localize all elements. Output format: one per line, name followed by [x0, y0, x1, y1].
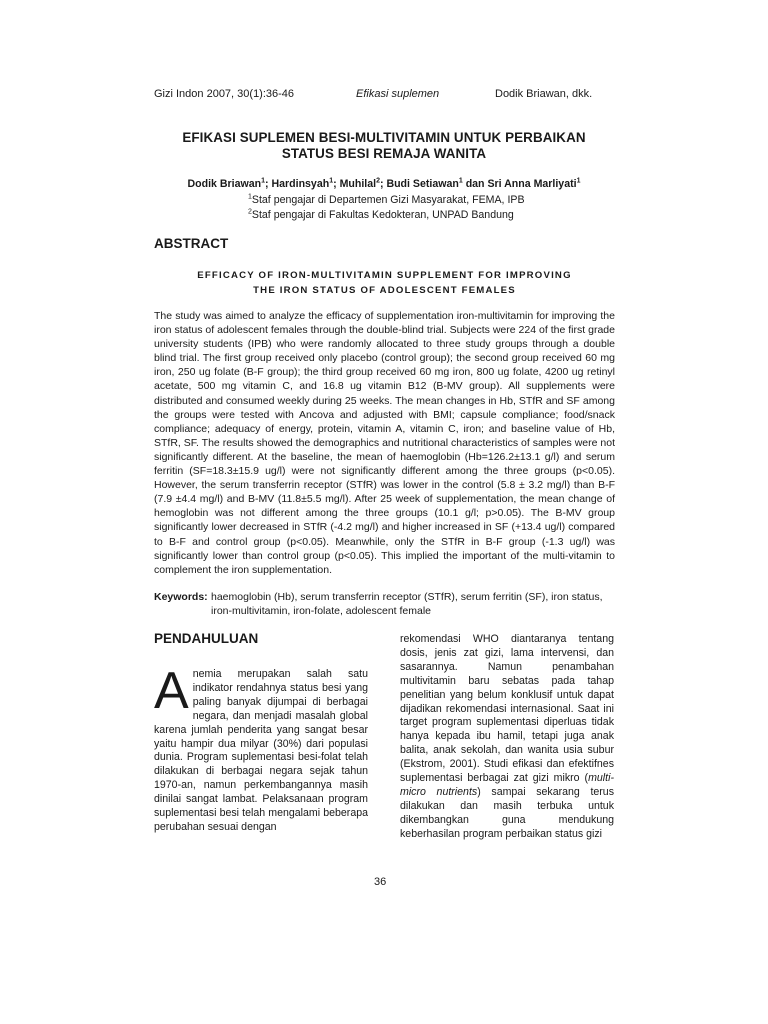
keywords	[154, 590, 615, 618]
right-column-text-b: ) sampai sekarang terus dilakukan dan masih terbuka untuk dikembangkan guna mendukung keberhasilan program perbaikan status gizi	[400, 785, 614, 840]
english-title-line-2: THE IRON STATUS OF ADOLESCENT FEMALES	[253, 285, 516, 296]
keywords-label: Keywords:	[154, 591, 208, 603]
affiliation-1-text: Staf pengajar di Departemen Gizi Masyarakat, FEMA, IPB	[251, 194, 525, 206]
english-title	[154, 268, 615, 298]
author-4-affil: 1	[458, 177, 463, 185]
abstract-body: The study was aimed to analyze the efficacy of supplementation iron-multivitamin for improving the iron status of adolescent females through the double-blind trial. Subjects were 224 of the first grade university students (IPB) who were randomly allocated to three study groups through a double blind trial. The first group received only placebo (control group); the second group received 60 mg iron, 250 ug folate (B-F group); the third group received 60 mg iron, 800 ug folate, 4200 ug retinyl acetate, 500 mg vitamin C, and 16.8 ug vitamin B12 (B-MV group). All supplements were distributed and consumed weekly during 25 weeks. The mean changes in Hb, STfR and SF among the groups were tested with Ancova and adjusted with BMI; capsule compliance; food/snack compliance; adequacy of energy, protein, vitamin A, vitamin C, iron; and baseline value of Hb, STfR, SF. The results showed the demographics and nutritional characteristics of samples were not significantly different. At the baseline, the mean of haemoglobin (Hb=126.2±13.1 g/l) and serum ferritin (SF=18.3±15.9 ug/l) were not significantly different among the three groups (p<0.05). However, the serum transferrin receptor (STfR) was lower in the control (5.8 ± 3.2 mg/l) than B-F (7.9 ±4.4 mg/l) and B-MV (11.8±5.5 mg/l). After 25 week of supplementation, the mean change of hemoglobin was not different among the three groups (10.1 g/l; p>0.05). The B-MV group significantly lower decreased in STfR (-4.2 mg/l) and higher increased in SF (+13.4 ug/l) compared to B-F and control group (p<0.05). Meanwhile, only the STfR in B-F group (-1.3 ug/l) was significantly lower than control group (p<0.05). This implied the important of the multi-vitamin to complement the iron supplementation.	[154, 310, 615, 576]
paper-title-line-2: STATUS BESI REMAJA WANITA	[281, 146, 487, 161]
affiliation-1	[248, 194, 525, 206]
abstract-heading: ABSTRACT	[154, 236, 229, 251]
paper-title-line-1: EFIKASI SUPLEMEN BESI-MULTIVITAMIN UNTUK PERBAIKAN	[182, 130, 586, 145]
author-5-affil: 1	[576, 177, 581, 185]
running-title: Efikasi suplemen	[356, 88, 440, 100]
body-column-left	[154, 662, 368, 835]
journal-citation: Gizi Indon 2007, 30(1):36-46	[154, 88, 295, 100]
author-3-affil: 2	[376, 177, 380, 185]
affiliation-2-text: Staf pengajar di Fakultas Kedokteran, UNPAD Bandung	[251, 209, 514, 221]
affiliation-2-mark: 2	[248, 208, 252, 216]
author-1-affil: 1	[261, 177, 266, 185]
right-column-text-a: rekomendasi WHO diantaranya tentang dosis, jenis zat gizi, lama intervensi, dan sasarannya. Namun penambahan multivitamin baru sebatas pada tahap penelitian yang belum konklusif untuk dapat dijadikan rekomendasi internasional. Saat ini target program suplementasi diperluas tidak hanya kepada ibu hamil, tetapi juga anak balita, anak sekolah, dan wanita usia subur (Ekstrom, 2001). Studi efikasi dan efektifnes suplementasi berbagai zat gizi mikro (	[400, 633, 614, 785]
author-4: ; Budi Setiawan	[379, 178, 459, 190]
keywords-value: haemoglobin (Hb), serum transferrin receptor (STfR), serum ferritin (SF), iron status, iron-multivitamin, iron-folate, adolescent female	[211, 591, 603, 617]
author-list	[120, 178, 648, 190]
running-authors: Dodik Briawan, dkk.	[495, 88, 593, 100]
left-column-text: nemia merupakan salah satu indikator rendahnya status besi yang paling banyak dijumpai di berbagai negara, dan menjadi masalah global karena jumlah penderita yang sangat besar yaitu hampir dua milyar (30%) dari populasi dunia. Program suplementasi besi-folat telah dilakukan di berbagai negara sejak tahun 1970-an, namun perkembangannya masih dinilai sangat lambat. Pelaksanaan program suplementasi besi telah mengalami beberapa perubahan sesuai dengan	[154, 668, 368, 833]
section-heading: PENDAHULUAN	[154, 631, 259, 646]
body-column-right	[400, 633, 614, 842]
author-2-affil: 1	[329, 177, 334, 185]
affiliation-1-mark: 1	[248, 193, 252, 201]
drop-cap: A	[154, 662, 189, 720]
english-title-line-1: EFFICACY OF IRON-MULTIVITAMIN SUPPLEMENT FOR IMPROVING	[197, 270, 572, 281]
author-5: dan Sri Anna Marliyati	[462, 178, 577, 190]
affiliation-2	[248, 209, 514, 221]
author-2: ; Hardinsyah	[265, 178, 330, 190]
author-3: ; Muhilal	[333, 178, 377, 190]
right-column-emphasis: multi-micro nutrients	[400, 772, 614, 798]
paper-title	[120, 130, 648, 162]
author-1: Dodik Briawan	[187, 178, 262, 190]
page-number: 36	[374, 876, 387, 888]
